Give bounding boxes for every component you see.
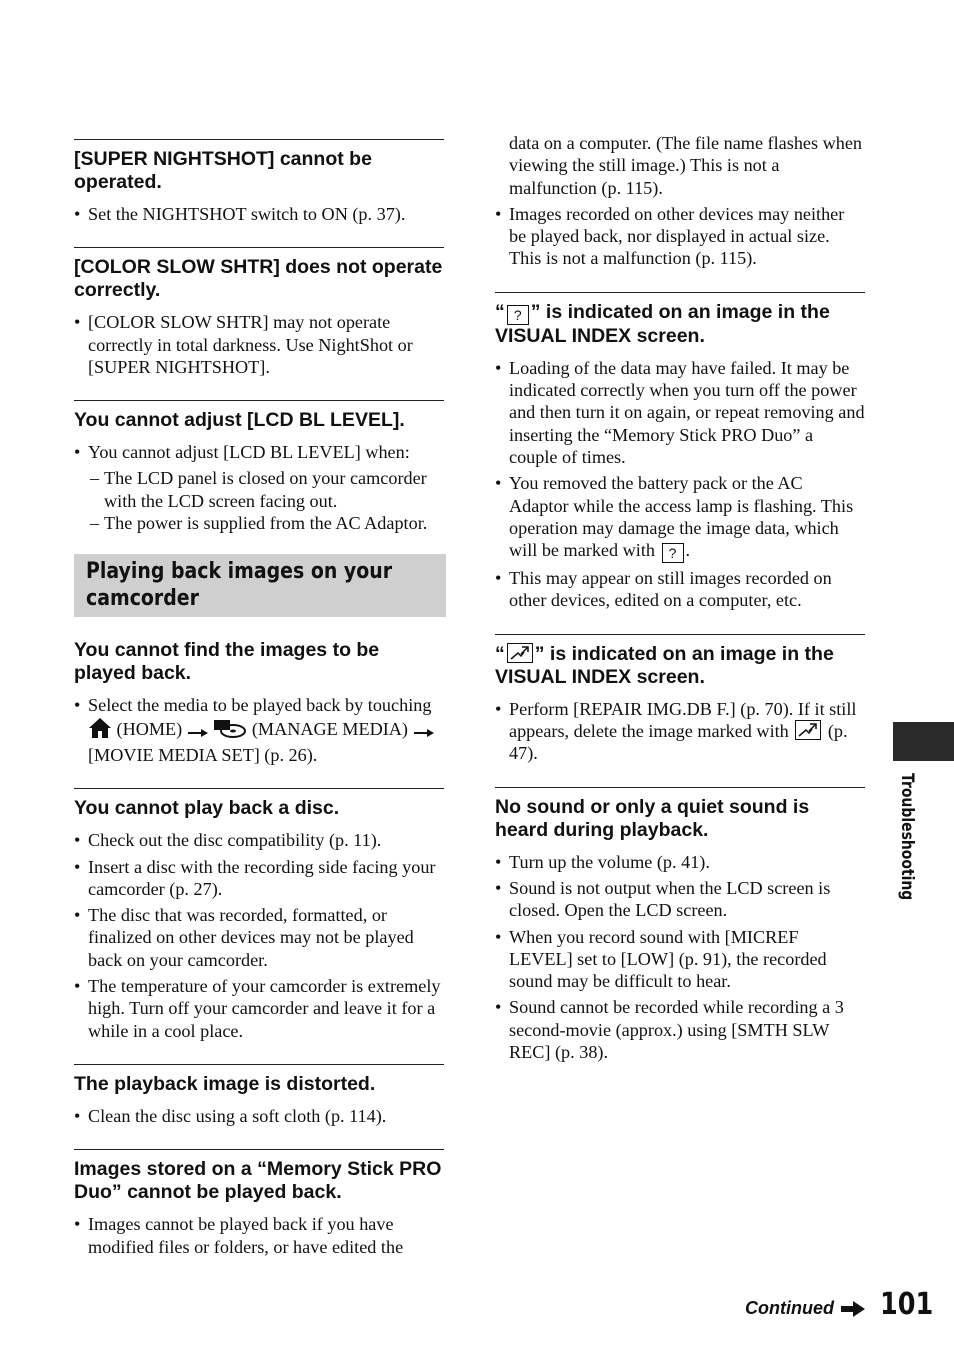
bullet-item	[74, 694, 444, 766]
bullet-item: • This may appear on still images recorded on other devices, edited on a computer, etc.	[495, 567, 865, 612]
section-super-nightshot	[74, 139, 444, 225]
bullet-item: • Sound is not output when the LCD screen is closed. Open the LCD screen.	[495, 877, 865, 922]
section-memory-stick	[74, 1149, 444, 1258]
bullet-item: • Clean the disc using a soft cloth (p. 114).	[74, 1105, 444, 1127]
continued-label: Continued	[745, 1298, 834, 1318]
bullet-item: • Loading of the data may have failed. It may be indicated correctly when you turn off the power and then turn it on again, or repeat removing and inserting the “Memory Stick PRO Duo” a couple of times.	[495, 357, 865, 468]
chapter-tab	[893, 722, 954, 761]
section-no-sound	[495, 787, 865, 1064]
section-banner	[74, 554, 446, 617]
bullet-text: Select the media to be played back by touching	[88, 695, 432, 716]
left-column	[74, 139, 444, 1280]
banner-title: Playing back images on your camcorder	[86, 559, 393, 612]
section-color-slow-shtr	[74, 247, 444, 378]
section-broken-image	[495, 634, 865, 765]
dash-item: – The LCD panel is closed on your camcorder with the LCD screen facing out.	[88, 467, 444, 512]
bullet-item: • Insert a disc with the recording side facing your camcorder (p. 27).	[74, 856, 444, 901]
right-column	[495, 132, 865, 1085]
section-heading: You cannot adjust [LCD BL LEVEL].	[74, 409, 405, 432]
bullet-text: You removed the battery pack or the AC Adaptor while the access lamp is flashing. This operation may damage the image data, which will be marked with	[509, 473, 854, 561]
section-image-distorted	[74, 1064, 444, 1127]
bullet-item: • Perform [REPAIR IMG.DB F.] (p. 70). If it still appears, delete the image marked with (p. 47).	[495, 698, 865, 765]
section-question-mark	[495, 292, 865, 612]
question-mark-icon: ?	[662, 543, 684, 563]
question-mark-icon: ?	[507, 305, 529, 325]
arrow-right-icon	[413, 722, 435, 744]
broken-image-icon	[507, 643, 533, 663]
section-lcd-bl-level	[74, 400, 444, 534]
section-heading: “ ? ” is indicated on an image in the VISUAL INDEX screen.	[495, 300, 830, 347]
continued-text	[495, 132, 865, 270]
bullet-item: • Sound cannot be recorded while recording a 3 second-movie (approx.) using [SMTH SLW REC] (p. 38).	[495, 996, 865, 1063]
home-label: (HOME)	[116, 718, 183, 739]
home-icon	[88, 717, 112, 744]
bullet-item	[74, 441, 444, 463]
section-heading: You cannot play back a disc.	[74, 797, 340, 820]
bullet-item: • Check out the disc compatibility (p. 11).	[74, 829, 444, 851]
section-heading: You cannot find the images to be played back.	[74, 639, 380, 685]
chapter-label-text: Troubleshooting	[897, 773, 917, 901]
section-heading: [SUPER NIGHTSHOT] cannot be operated.	[74, 148, 372, 193]
bullet-item: • Turn up the volume (p. 41).	[495, 851, 865, 873]
section-play-disc	[74, 788, 444, 1042]
bullet-item: • [COLOR SLOW SHTR] may not operate correctly in total darkness. Use NightShot or [SUPER NIGHTSHOT].	[74, 311, 444, 378]
continued-paragraph: data on a computer. (The file name flashes when viewing the still image.) This is not a malfunction (p. 115).	[509, 133, 863, 198]
bullet-item: • Set the NIGHTSHOT switch to ON (p. 37).	[74, 203, 444, 225]
manage-media-label: (MANAGE MEDIA)	[251, 718, 408, 739]
bullet-item: • The temperature of your camcorder is extremely high. Turn off your camcorder and leave it for a while in a cool place.	[74, 975, 444, 1042]
bullet-item: • The disc that was recorded, formatted, or finalized on other devices may not be played back on your camcorder.	[74, 904, 444, 971]
section-heading: No sound or only a quiet sound is heard during playback.	[495, 795, 810, 841]
manage-media-icon	[213, 717, 247, 744]
bullet-item: • You removed the battery pack or the AC Adaptor while the access lamp is flashing. This operation may damage the image data, which will be marked with ? .	[495, 472, 865, 563]
dash-item: – The power is supplied from the AC Adaptor.	[88, 512, 444, 534]
arrow-right-icon	[187, 722, 209, 744]
section-heading: “ ” is indicated on an image in the VISUAL INDEX screen.	[495, 642, 834, 688]
bullet-item: • Images recorded on other devices may neither be played back, nor displayed in actual size. This is not a malfunction (p. 115).	[495, 203, 865, 270]
bullet-text: Perform [REPAIR IMG.DB F.] (p. 70). If it still appears, delete the image marked with	[509, 698, 857, 742]
page-number: 101	[880, 1287, 934, 1322]
bullet-item: • Images cannot be played back if you have modified files or folders, or have edited the	[74, 1213, 444, 1258]
section-heading: The playback image is distorted.	[74, 1072, 376, 1095]
broken-image-icon	[795, 720, 821, 740]
bullet-text: You cannot adjust [LCD BL LEVEL] when:	[88, 442, 410, 463]
bullet-text: [MOVIE MEDIA SET] (p. 26).	[88, 744, 318, 765]
section-find-images	[74, 639, 444, 766]
bullet-item: • When you record sound with [MICREF LEVEL] set to [LOW] (p. 91), the recorded sound may be difficult to hear.	[495, 926, 865, 993]
arrow-right-icon	[841, 1301, 865, 1322]
section-heading: [COLOR SLOW SHTR] does not operate correctly.	[74, 256, 443, 302]
section-heading: Images stored on a “Memory Stick PRO Duo” cannot be played back.	[74, 1158, 442, 1204]
